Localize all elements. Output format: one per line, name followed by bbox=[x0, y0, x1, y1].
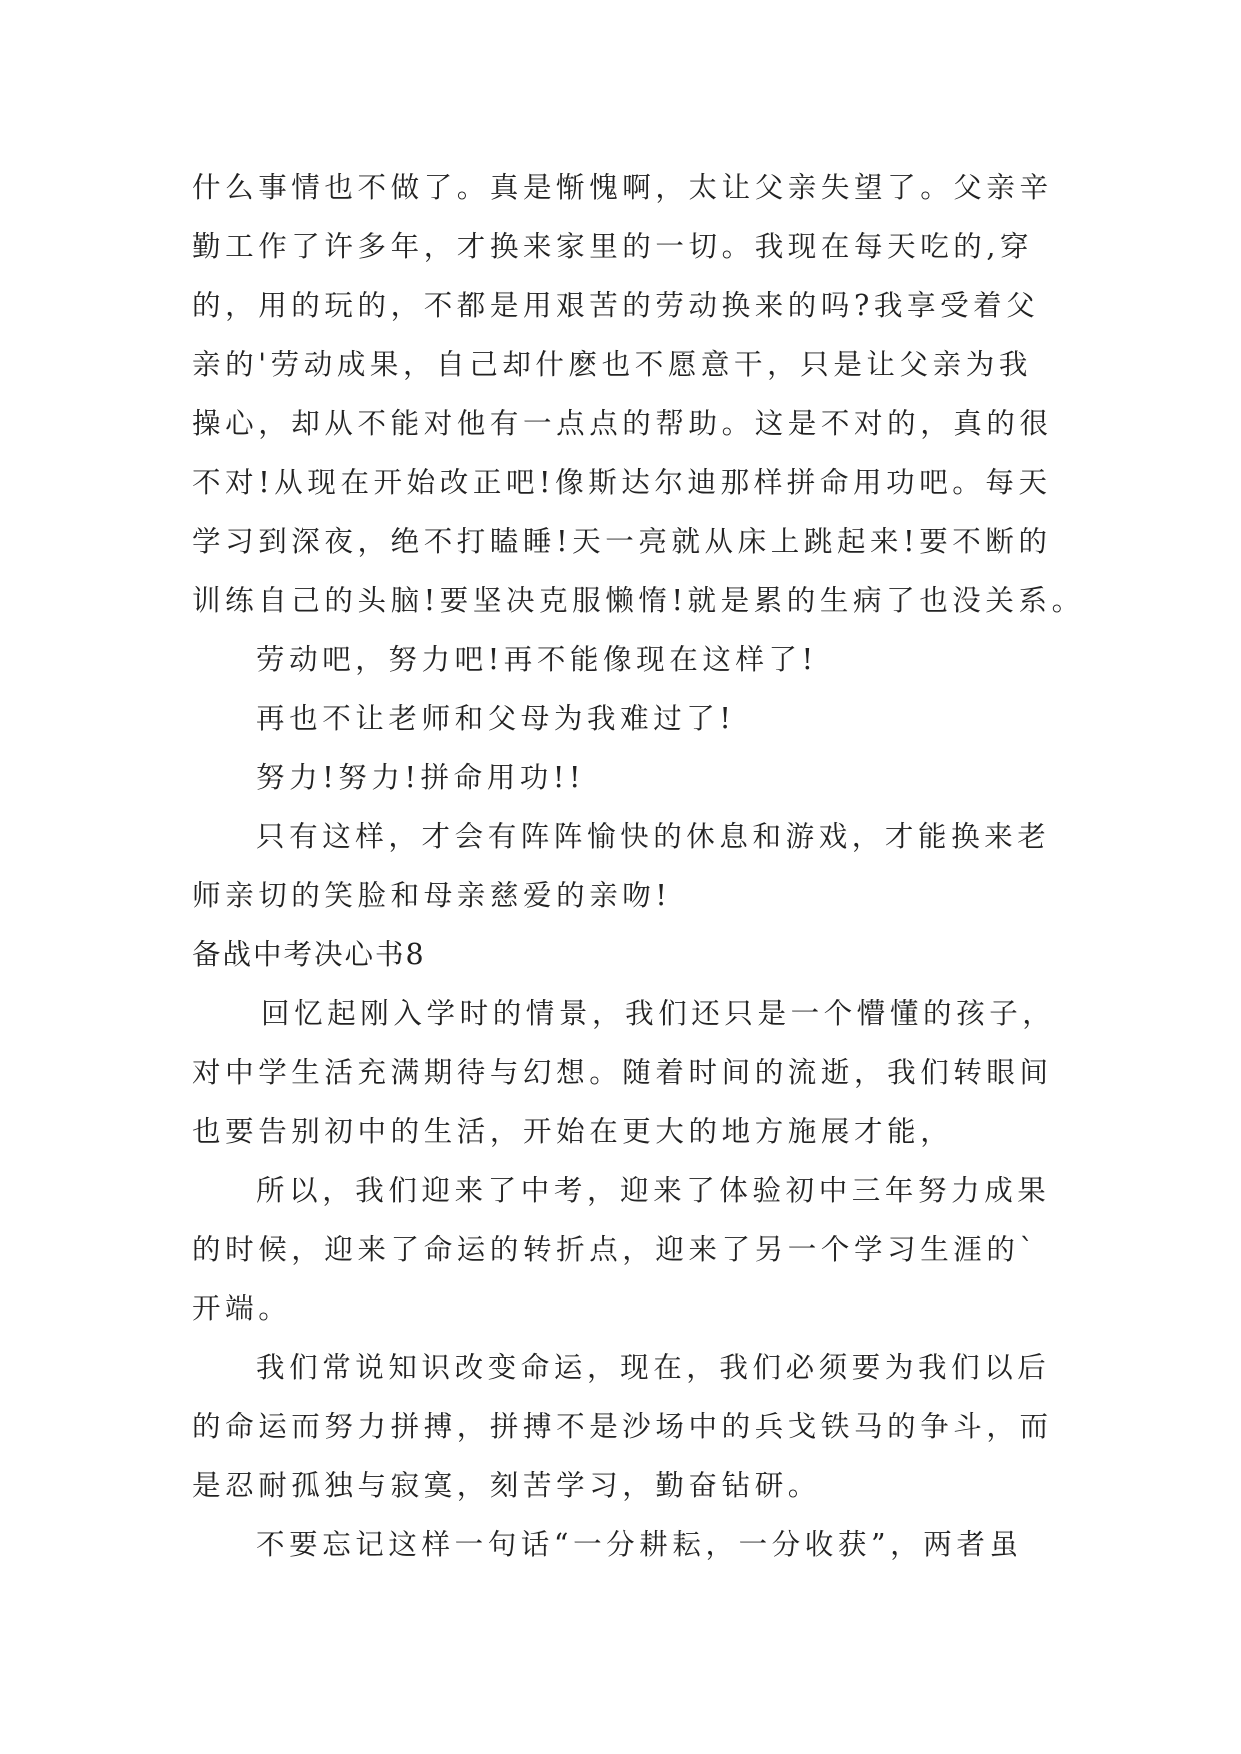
document-body bbox=[192, 158, 1085, 1574]
text-line: 的命运而努力拼搏，拼搏不是沙场中的兵戈铁马的争斗，而 bbox=[192, 1410, 1053, 1443]
text-line: 是忍耐孤独与寂寞，刻苦学习，勤奋钻研。 bbox=[192, 1469, 821, 1502]
text-line: 训练自己的头脑!要坚决克服懒惰!就是累的生病了也没关系。 bbox=[192, 584, 1085, 617]
paragraph-line: 所以，我们迎来了中考，迎来了体验初中三年努力成果 bbox=[256, 1174, 1051, 1207]
text-line: 不对!从现在开始改正吧!像斯达尔迪那样拼命用功吧。每天 bbox=[192, 466, 1052, 499]
text-line: 也要告别初中的生活，开始在更大的地方施展才能， bbox=[192, 1115, 954, 1148]
paragraph-line: 只有这样，才会有阵阵愉快的休息和游戏，才能换来老 bbox=[256, 820, 1051, 853]
paragraph-line: 回忆起刚入学时的情景，我们还只是一个懵懂的孩子， bbox=[261, 997, 1056, 1030]
text-line: 对中学生活充满期待与幻想。随着时间的流逝，我们转眼间 bbox=[192, 1056, 1053, 1089]
text-line: 什么事情也不做了。真是惭愧啊，太让父亲失望了。父亲辛 bbox=[192, 171, 1053, 204]
text-line: 师亲切的笑脸和母亲慈爱的亲吻! bbox=[192, 879, 672, 912]
section-heading: 备战中考决心书8 bbox=[192, 938, 426, 971]
paragraph-line: 努力!努力!拼命用功!! bbox=[256, 761, 586, 794]
text-line: 开端。 bbox=[192, 1292, 292, 1325]
paragraph-line: 劳动吧，努力吧!再不能像现在这样了! bbox=[256, 643, 818, 676]
text-line: 亲的'劳动成果，自己却什麽也不愿意干，只是让父亲为我 bbox=[192, 348, 1032, 381]
paragraph-line: 不要忘记这样一句话“一分耕耘，一分收获”，两者虽 bbox=[256, 1528, 1023, 1561]
paragraph-line: 再也不让老师和父母为我难过了! bbox=[256, 702, 736, 735]
text-line: 勤工作了许多年，才换来家里的一切。我现在每天吃的,穿 bbox=[192, 230, 1034, 263]
text-line: 学习到深夜，绝不打瞌睡!天一亮就从床上跳起来!要不断的 bbox=[192, 525, 1052, 558]
text-line: 的，用的玩的，不都是用艰苦的劳动换来的吗?我享受着父 bbox=[192, 289, 1040, 322]
text-line: 操心，却从不能对他有一点点的帮助。这是不对的，真的很 bbox=[192, 407, 1053, 440]
text-line: 的时候，迎来了命运的转折点，迎来了另一个学习生涯的` bbox=[192, 1233, 1039, 1266]
paragraph-line: 我们常说知识改变命运，现在，我们必须要为我们以后 bbox=[256, 1351, 1051, 1384]
